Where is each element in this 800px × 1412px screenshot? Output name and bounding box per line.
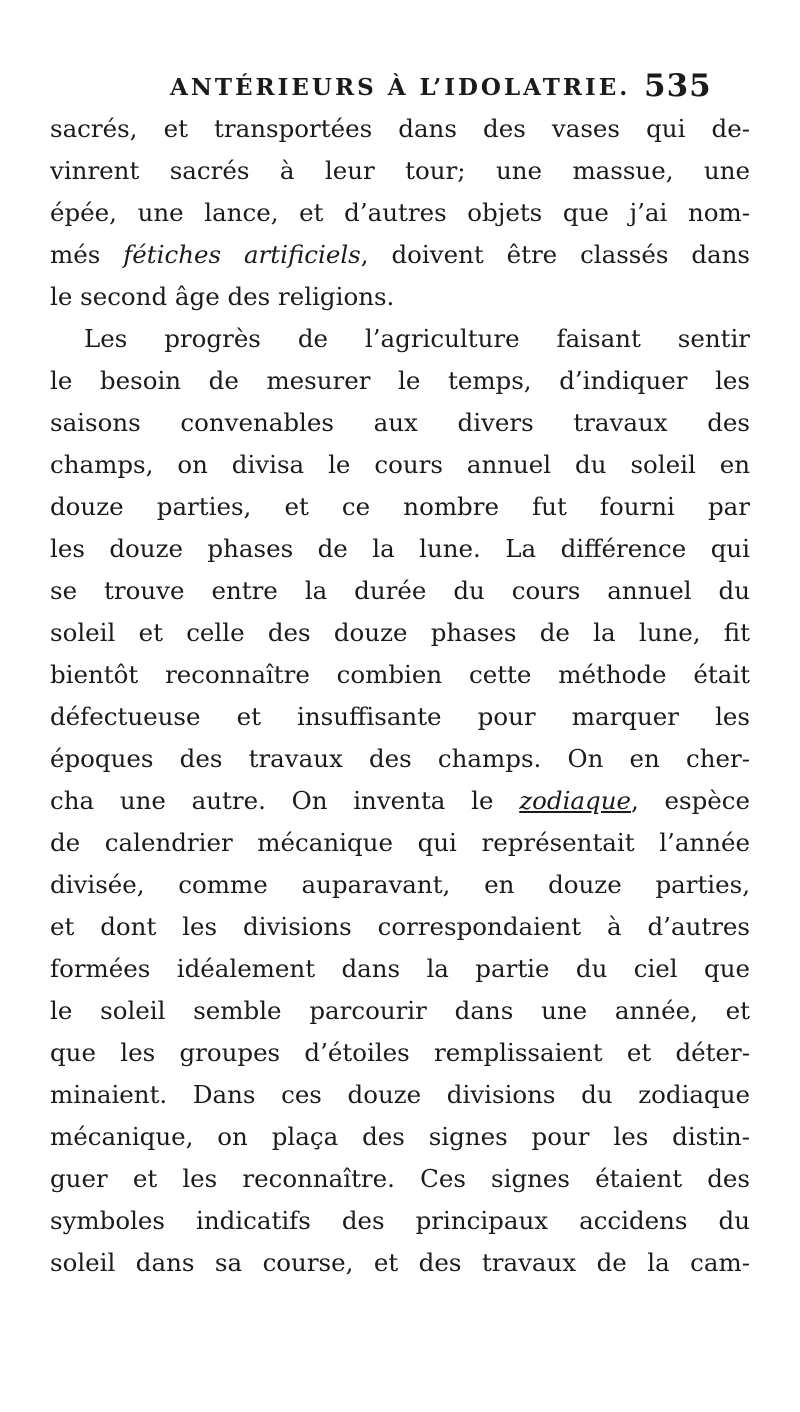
text-line: époques des travaux des champs. On en cher-	[50, 744, 750, 773]
text-line: champs, on divisa le cours annuel du soleil en	[50, 450, 750, 479]
text-line: Les progrès de l’agriculture faisant sentir	[84, 324, 750, 353]
text-line: soleil et celle des douze phases de la lune, fit	[50, 618, 750, 647]
text-line	[50, 780, 750, 822]
text-line: vinrent sacrés à leur tour; une massue, une	[50, 156, 750, 185]
text-line: que les groupes d’étoiles remplissaient et déter-	[50, 1038, 750, 1067]
text-line: les douze phases de la lune. La différence qui	[50, 534, 750, 563]
text-line: minaient. Dans ces douze divisions du zodiaque	[50, 1080, 750, 1109]
text-line: de calendrier mécanique qui représentait l’année	[50, 828, 750, 857]
text-line: soleil dans sa course, et des travaux de la cam-	[50, 1248, 750, 1277]
text-line: sacrés, et transportées dans des vases qui de-	[50, 114, 750, 143]
text-segment: , doivent être classés dans	[360, 240, 750, 269]
italic-term: fétiches artificiels	[123, 240, 361, 269]
text-line: défectueuse et insuffisante pour marquer les	[50, 702, 750, 731]
text-segment: cha une autre. On inventa le	[50, 786, 520, 815]
text-line	[50, 234, 750, 276]
text-line: le soleil semble parcourir dans une année, et	[50, 996, 750, 1025]
text-line: mécanique, on plaça des signes pour les distin-	[50, 1122, 750, 1151]
page-number: 535	[644, 68, 712, 104]
running-header: ANTÉRIEURS À L’IDOLATRIE.	[170, 74, 631, 101]
text-line: le second âge des religions.	[50, 282, 395, 311]
text-line: saisons convenables aux divers travaux des	[50, 408, 750, 437]
text-line: symboles indicatifs des principaux accidens du	[50, 1206, 750, 1235]
text-segment: , espèce	[630, 786, 750, 815]
text-line: divisée, comme auparavant, en douze parties,	[50, 870, 750, 899]
text-line: épée, une lance, et d’autres objets que j’ai nom-	[50, 198, 750, 227]
text-line: guer et les reconnaître. Ces signes étaient des	[50, 1164, 750, 1193]
text-segment: més	[50, 240, 124, 269]
body-text	[50, 108, 750, 1284]
text-line: bientôt reconnaître combien cette méthode était	[50, 660, 750, 689]
text-line: et dont les divisions correspondaient à d’autres	[50, 912, 750, 941]
text-line: le besoin de mesurer le temps, d’indiquer les	[50, 366, 750, 395]
text-line: formées idéalement dans la partie du ciel que	[50, 954, 750, 983]
text-line: se trouve entre la durée du cours annuel du	[50, 576, 750, 605]
italic-term: zodiaque	[519, 786, 631, 815]
text-line: douze parties, et ce nombre fut fourni par	[50, 492, 750, 521]
